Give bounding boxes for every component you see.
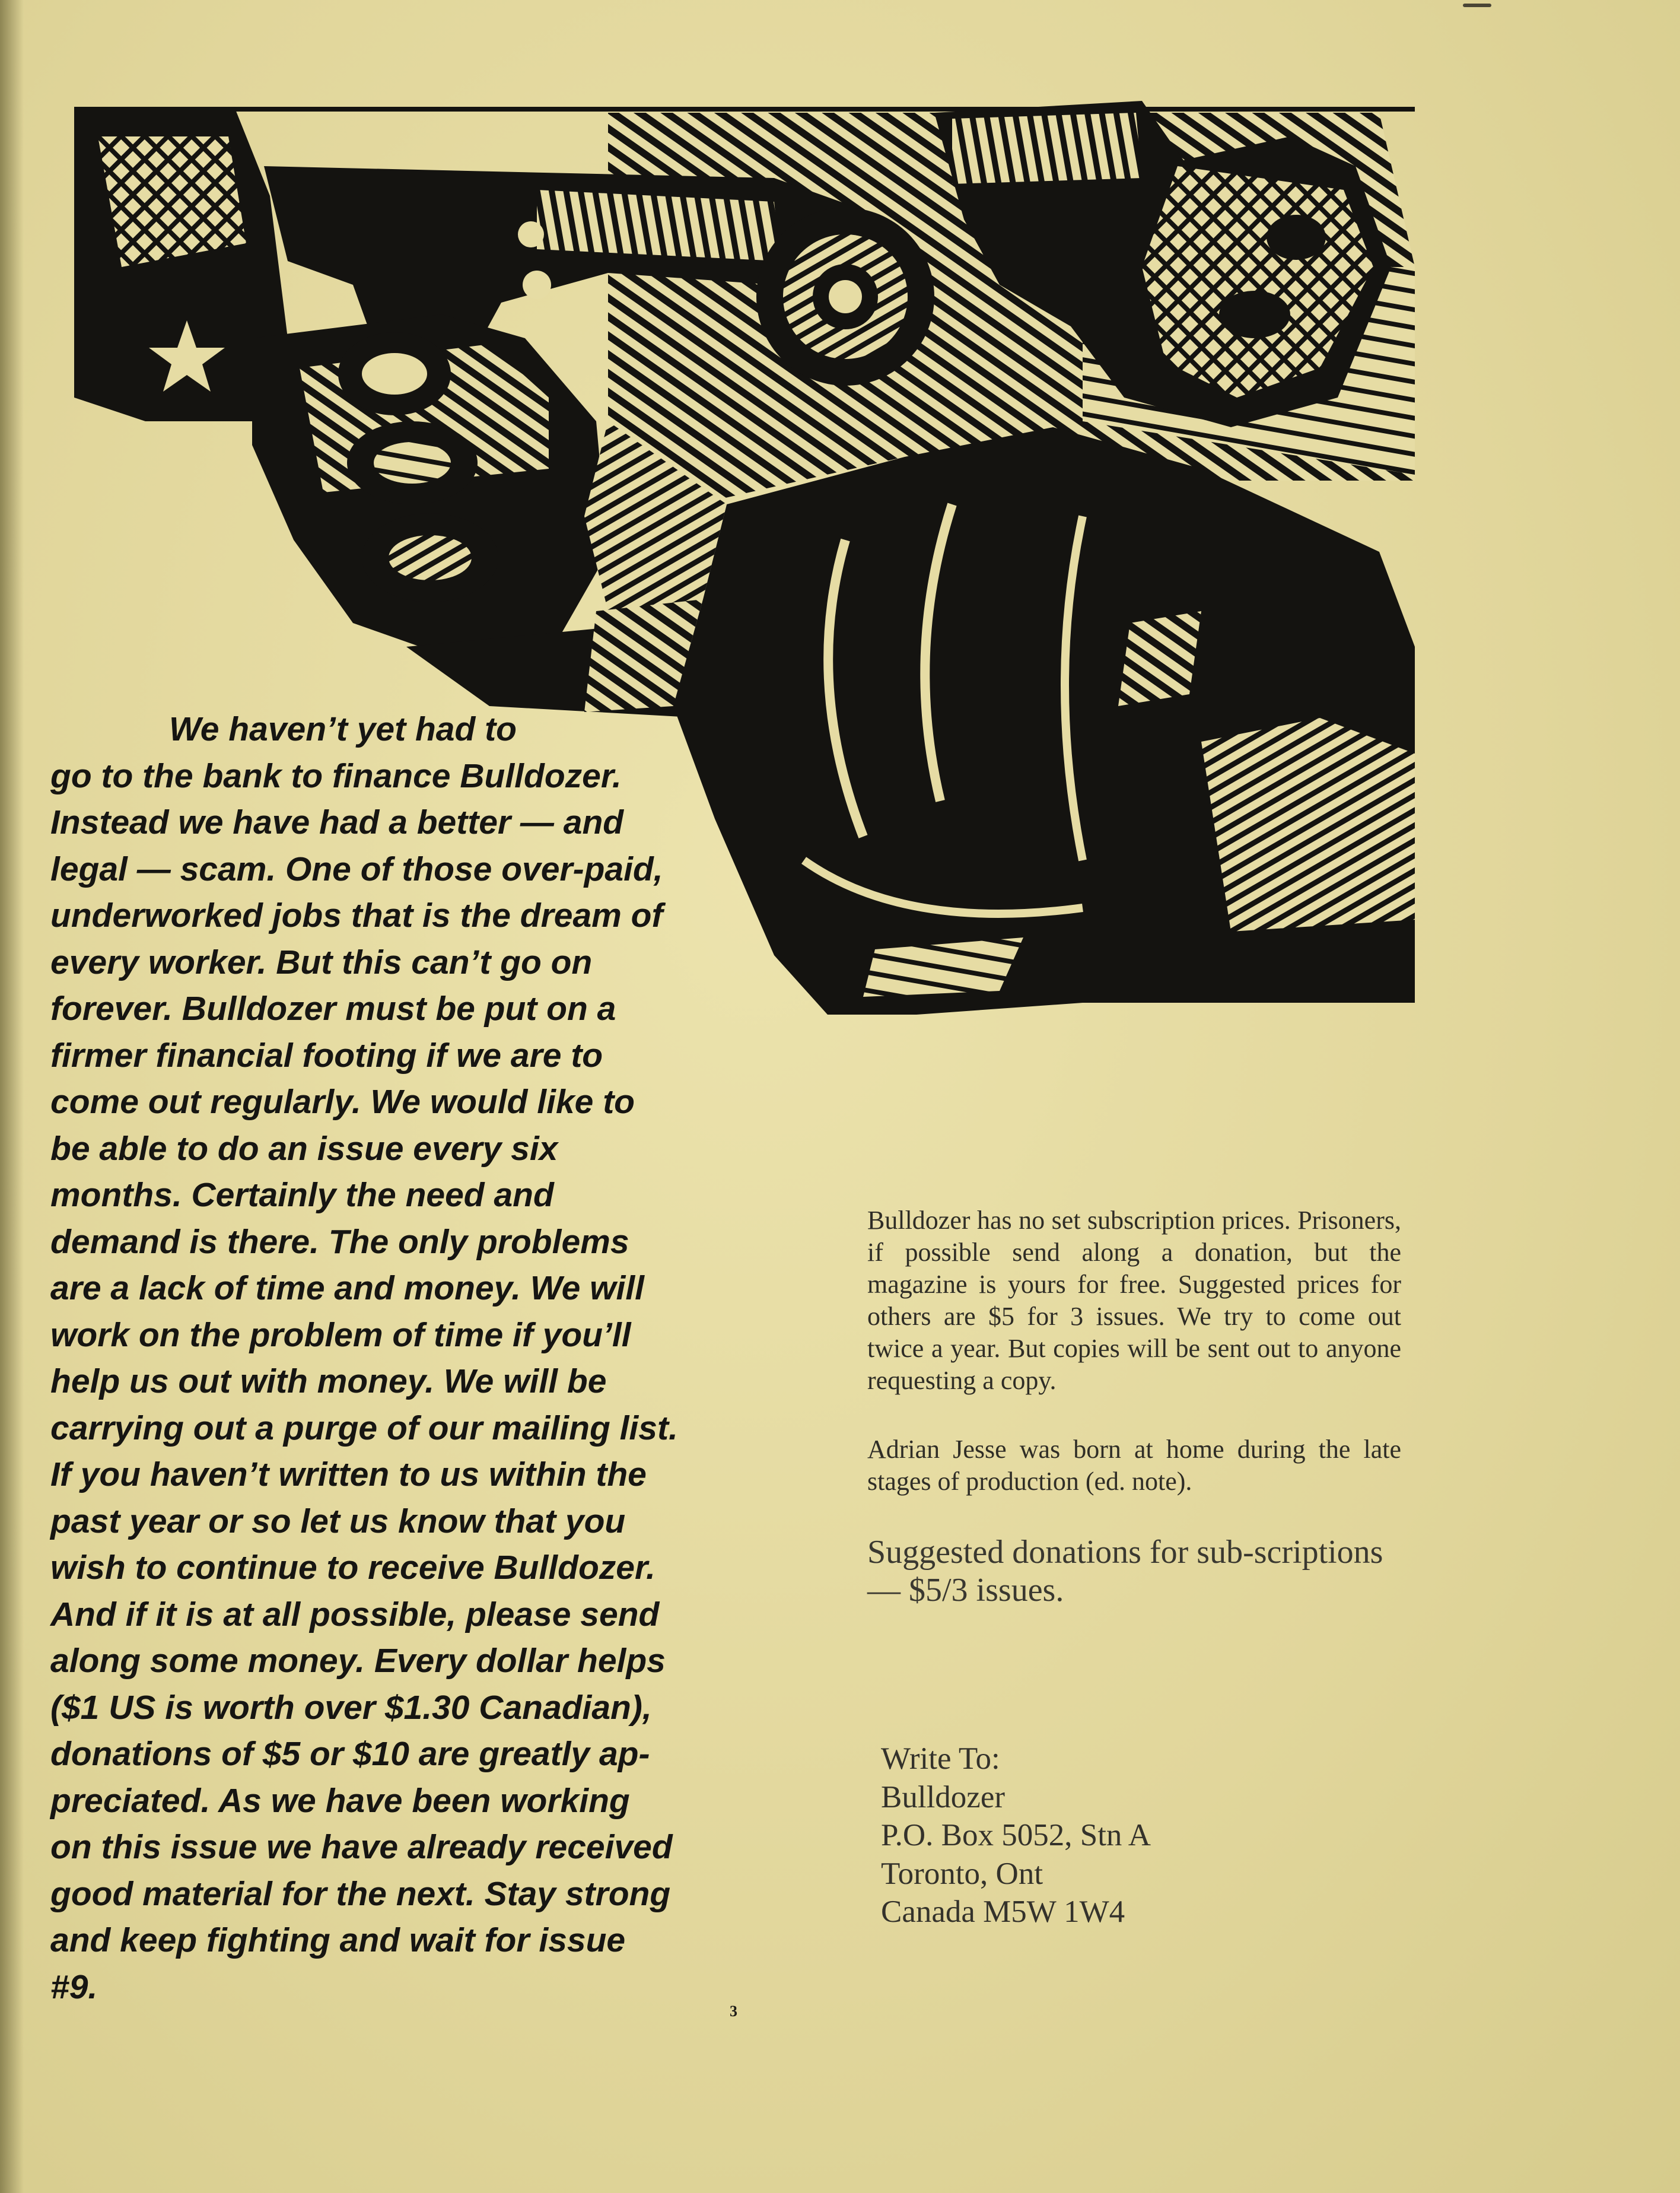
appeal-line: be able to do an issue every six (50, 1129, 558, 1168)
appeal-line: ($1 US is worth over $1.30 Canadian), (50, 1688, 652, 1727)
appeal-line: underworked jobs that is the dream of (50, 897, 663, 935)
appeal-line: past year or so let us know that you (50, 1502, 626, 1540)
page-number: 3 (730, 2003, 737, 2020)
address-heading: Write To: (881, 1741, 1000, 1776)
appeal-line: good material for the next. Stay strong (50, 1874, 671, 1913)
corner-mark (1463, 4, 1491, 7)
appeal-line: If you haven’t written to us within the (50, 1455, 647, 1493)
appeal-line: preciated. As we have been working (50, 1781, 630, 1820)
appeal-line: months. Certainly the need and (50, 1176, 554, 1214)
address-line: Toronto, Ont (881, 1856, 1043, 1891)
appeal-line: wish to continue to receive Bulldozer. (50, 1549, 656, 1587)
address-line: Canada M5W 1W4 (881, 1895, 1125, 1929)
mailing-address (881, 1740, 1151, 1931)
appeal-line: go to the bank to finance Bulldozer. (50, 757, 622, 795)
appeal-line: And if it is at all possible, please send (50, 1595, 660, 1633)
address-line: Bulldozer (881, 1779, 1005, 1814)
appeal-line: on this issue we have already received (50, 1828, 673, 1866)
birth-note: Adrian Jesse was born at home during the late stages of production (ed. note). (867, 1435, 1401, 1496)
appeal-line: legal — scam. One of those over-paid, (50, 850, 663, 888)
appeal-line: forever. Bulldozer must be put on a (50, 990, 616, 1028)
appeal-line: and keep fighting and wait for issue (50, 1921, 626, 1959)
address-line: P.O. Box 5052, Stn A (881, 1818, 1151, 1852)
appeal-line: demand is there. The only problems (50, 1222, 629, 1261)
appeal-line: along some money. Every dollar helps (50, 1642, 666, 1680)
appeal-line: work on the problem of time if you’ll (50, 1315, 631, 1354)
subscription-note: Bulldozer has no set subscription prices. Prisoners, if possible send along a donation, but the magazine is yours for free. Suggested prices for others are $5 for 3 issues. We try to come out twice a year. But copies will be sent out to anyone requesting a copy. (867, 1206, 1401, 1395)
info-column (867, 1204, 1401, 1609)
appeal-line: every worker. But this can’t go on (50, 943, 593, 981)
appeal-line: donations of $5 or $10 are greatly ap- (50, 1735, 650, 1773)
appeal-line: We haven’t yet had to (169, 710, 517, 748)
appeal-line: #9. (50, 1968, 98, 2006)
appeal-line: firmer financial footing if we are to (50, 1036, 603, 1075)
appeal-line: come out regularly. We would like to (50, 1083, 635, 1121)
appeal-text (50, 706, 742, 2010)
appeal-line: carrying out a purge of our mailing list. (50, 1409, 678, 1447)
appeal-line: are a lack of time and money. We will (50, 1269, 645, 1307)
suggested-donations: Suggested donations for sub-scriptions — $5/3 issues. (867, 1534, 1383, 1609)
appeal-line: help us out with money. We will be (50, 1362, 607, 1400)
binding-shadow (0, 0, 24, 2193)
appeal-line: Instead we have had a better — and (50, 803, 624, 841)
